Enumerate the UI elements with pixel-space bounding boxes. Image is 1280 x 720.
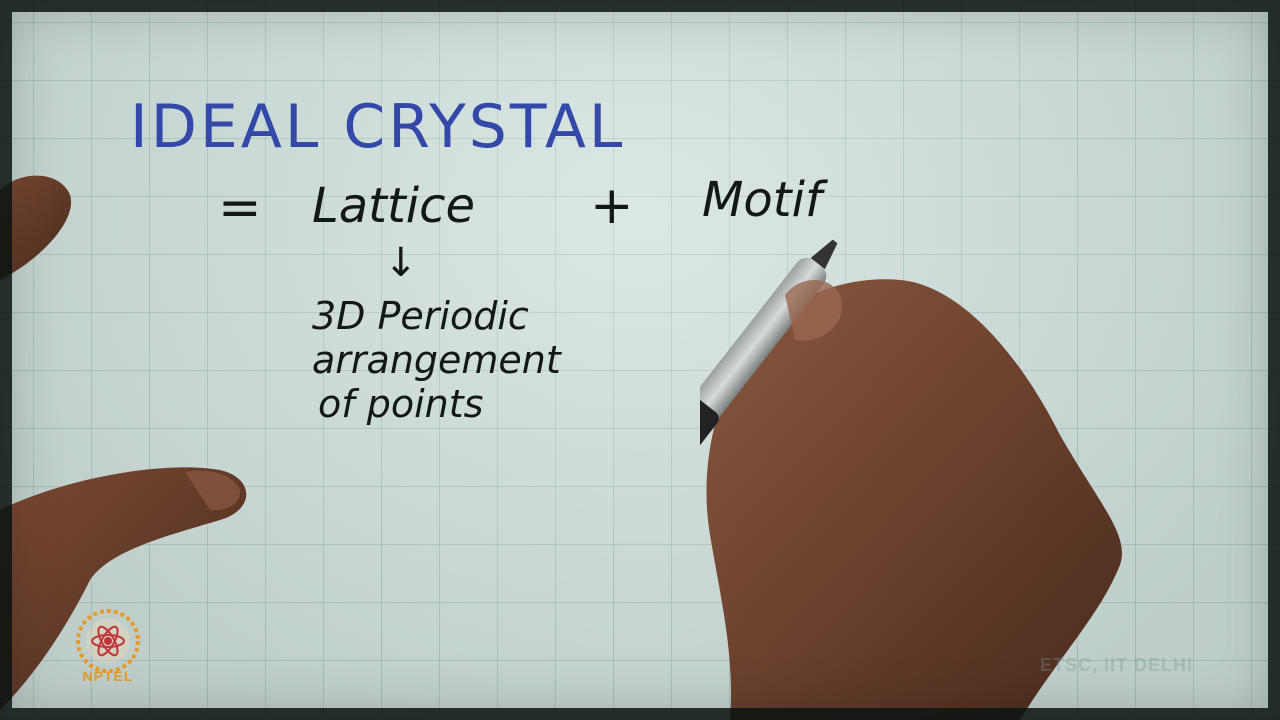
term-motif: Motif [702,172,822,228]
nptel-logo-text: NPTEL [82,668,134,684]
definition-line-2: arrangement [312,338,561,382]
title-ideal-crystal: IDEAL CRYSTAL [130,92,626,162]
right-hand-with-marker [700,235,1140,720]
equals-sign: = [218,178,262,238]
definition-line-1: 3D Periodic [312,294,529,338]
down-arrow: ↓ [384,240,418,286]
plus-sign: + [590,176,634,236]
watermark-text: ETSC, IIT DELHI [1040,655,1194,675]
term-lattice: Lattice [312,178,476,234]
definition-line-3: of points [318,382,484,426]
